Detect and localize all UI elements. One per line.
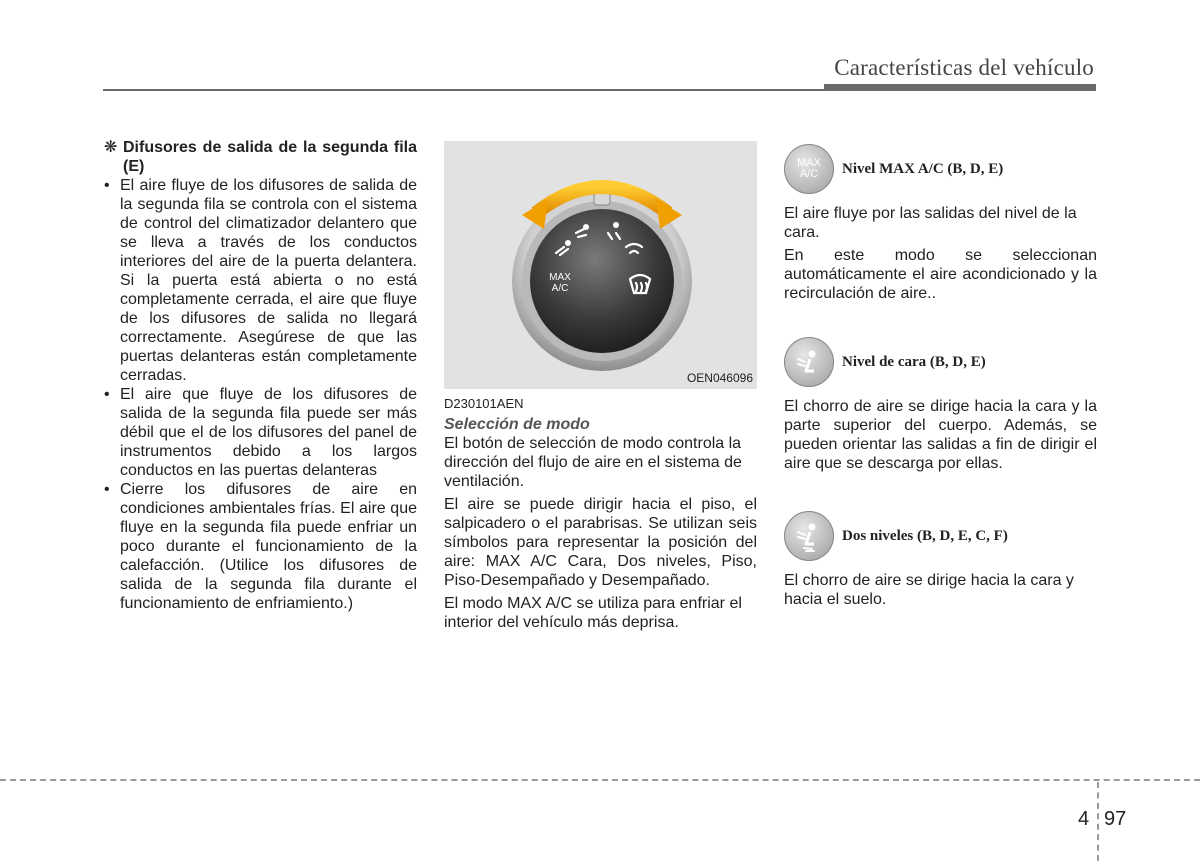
section-code: D230101AEN	[444, 396, 524, 411]
figure-code: OEN046096	[686, 371, 753, 385]
max-label-line1: MAX	[549, 272, 571, 283]
mode-label: Dos niveles (B, D, E, C, F)	[842, 527, 1008, 544]
chapter-number: 4	[1078, 808, 1090, 830]
mode-row	[784, 140, 1097, 198]
footer-divider	[0, 779, 1200, 781]
bullet-icon: •	[104, 481, 110, 498]
section-mark-icon: ❋	[104, 139, 118, 156]
right-column	[784, 140, 1097, 613]
mode-section-bi-level	[784, 507, 1097, 609]
mode-section-face	[784, 333, 1097, 473]
max-ac-icon-line2: A/C	[799, 168, 819, 180]
list-item	[104, 385, 417, 480]
mode-knob-figure	[444, 141, 757, 389]
page-number: 97	[1104, 808, 1127, 830]
paragraph: El modo MAX A/C se utiliza para enfriar el interior del vehículo más deprisa.	[444, 595, 742, 631]
max-label-line2: A/C	[551, 283, 569, 294]
mode-row	[784, 333, 1097, 391]
bullet-list	[104, 176, 417, 613]
paragraph: El chorro de aire se dirige hacia la cara y hacia el suelo.	[784, 572, 1074, 608]
paragraph: El aire fluye por las salidas del nivel de la cara.	[784, 205, 1077, 241]
mode-label: Nivel MAX A/C (B, D, E)	[842, 160, 1004, 177]
list-item	[104, 176, 417, 385]
header-divider-accent	[824, 84, 1096, 91]
footer-page-divider	[1097, 782, 1099, 861]
bullet-text: El aire que fluye de los difusores de salida de la segunda fila puede ser más débil que el de los difusores del panel de instrumentos debido a los largos conductos en las puertas delanteras	[120, 386, 417, 479]
paragraph: En este modo se seleccionan automáticamente el aire acondicionado y la recirculación de aire..	[784, 247, 1097, 302]
left-column	[104, 138, 417, 613]
paragraph: El botón de selección de modo controla la dirección del flujo de aire en el sistema de ventilación.	[444, 435, 742, 490]
paragraph: El chorro de aire se dirige hacia la cara y la parte superior del cuerpo. Además, se pueden orientar las salidas a fin de dirigir el aire que se descarga por ellas.	[784, 398, 1097, 472]
middle-column	[444, 396, 757, 636]
bullet-text: El aire fluye de los difusores de salida de la segunda fila se controla con el sistema de control del climatizador delantero que se lleva a través de los conductos interiores del aire de la puerta delantera. Si la puerta está abierta o no está completamente cerrada, el aire que fluye de los difusores de salida no llegará correctamente. Asegúrese de que las puertas delanteras están completamente cerradas.	[120, 177, 417, 384]
max-ac-icon-line1: MAX	[797, 157, 821, 169]
max-ac-icon	[784, 144, 834, 194]
paragraph: El aire se puede dirigir hacia el piso, el salpicadero o el parabrisas. Se utilizan seis símbolos para representar la posición del aire: MAX A/C Cara, Dos niveles, Piso, Piso-Desempañado y Desempañado.	[444, 496, 757, 589]
mode-row	[784, 507, 1097, 565]
section-heading	[104, 138, 417, 176]
bullet-text: Cierre los difusores de aire en condiciones ambientales frías. El aire que fluye en la segunda fila puede enfriar un poco durante el funcionamiento de la calefacción. (Utilice los difusores de salida de la segunda fila durante el funcionamiento de enfriamiento.)	[120, 481, 417, 612]
knob-pointer	[594, 193, 610, 205]
mode-label: Nivel de cara (B, D, E)	[842, 353, 986, 370]
mode-section-max-ac	[784, 140, 1097, 303]
bullet-icon: •	[104, 177, 110, 194]
page-header-title: Características del vehículo	[834, 55, 1094, 80]
list-item	[104, 480, 417, 613]
bullet-icon: •	[104, 386, 110, 403]
section-subtitle: Selección de modo	[444, 416, 590, 433]
mode-knob-illustration	[444, 141, 757, 389]
face-mode-icon	[784, 337, 834, 387]
section-heading-text: Difusores de salida de la segunda fila (E)	[123, 139, 417, 175]
bi-level-mode-icon	[784, 511, 834, 561]
